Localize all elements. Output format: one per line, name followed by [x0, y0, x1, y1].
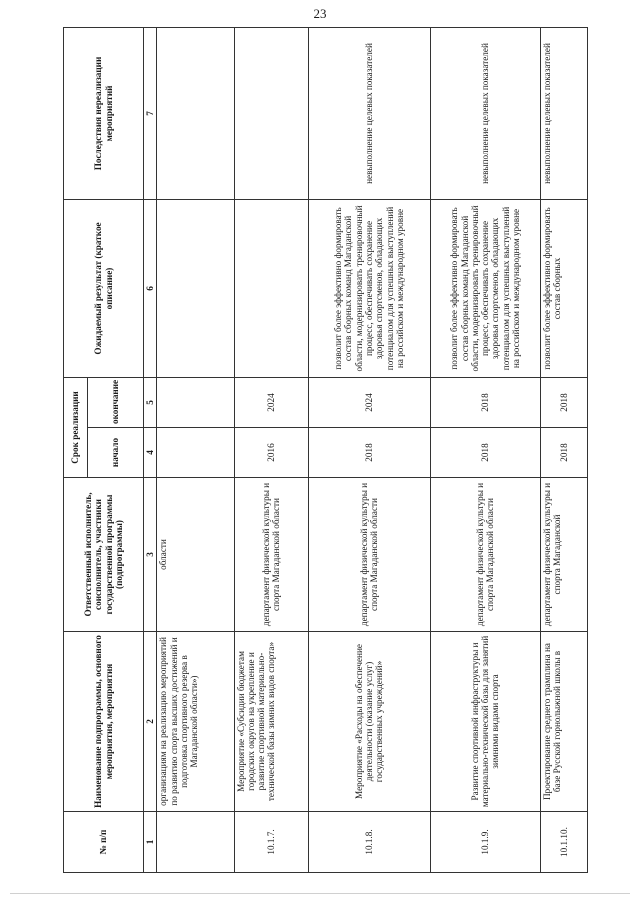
row-num: 10.1.8. — [308, 812, 430, 873]
header-num: № п/п — [64, 812, 144, 873]
row-num — [157, 812, 234, 873]
header-row — [64, 28, 88, 873]
header-end: окончание — [88, 378, 144, 428]
row-consequence: невыполнение целевых показателей — [430, 28, 540, 200]
row-executor: области — [157, 478, 234, 632]
row-name: организациям на реализацию мероприятий по развитию спорта высших достижений и подготовка спортивного резерва в Магаданской области») — [157, 632, 234, 812]
col-number: 5 — [144, 378, 157, 428]
row-consequence — [234, 28, 308, 200]
row-name: Мероприятие «Расходы на обеспечение деятельности (оказание услуг) государственных учреждений» — [308, 632, 430, 812]
row-start — [157, 428, 234, 478]
page-number: 23 — [313, 6, 327, 21]
col-number: 4 — [144, 428, 157, 478]
row-num: 10.1.9. — [430, 812, 540, 873]
scan-bottom-edge — [10, 893, 630, 894]
header-period: Срок реализации — [64, 378, 88, 478]
row-executor: департамент физической культуры и спорта Магаданской области — [308, 478, 430, 632]
table-row — [234, 28, 308, 873]
row-result: позволит более эффективно формировать состав сборных команд Магаданской области, модернизировать тренировочный процесс, обеспечивать сохранение здоровья спортсменов, обладающих потенциалом для успешных выступлений на российском и международном уровне — [308, 200, 430, 378]
row-executor: департамент физической культуры и спорта Магаданской области — [234, 478, 308, 632]
row-start: 2016 — [234, 428, 308, 478]
row-consequence: невыполнение целевых показателей — [308, 28, 430, 200]
row-name: Проектирование среднего трамплина на базе Русской горнолыжной школы в — [540, 632, 587, 812]
col-number: 7 — [144, 28, 157, 200]
row-num: 10.1.7. — [234, 812, 308, 873]
rotated-table-wrapper — [63, 28, 588, 873]
col-number: 3 — [144, 478, 157, 632]
table-row — [157, 28, 234, 873]
row-num: 10.1.10. — [540, 812, 587, 873]
header-consequence: Последствия нереализации мероприятий — [64, 28, 144, 200]
row-start: 2018 — [308, 428, 430, 478]
table-row — [540, 28, 587, 873]
header-result: Ожидаемый результат (краткое описание) — [64, 200, 144, 378]
table-row — [430, 28, 540, 873]
row-start: 2018 — [430, 428, 540, 478]
row-end: 2018 — [540, 378, 587, 428]
row-start: 2018 — [540, 428, 587, 478]
table-row — [308, 28, 430, 873]
row-result: позволит более эффективно формировать состав сборных — [540, 200, 587, 378]
header-name: Наименование подпрограммы, основного мероприятия, мероприятия — [64, 632, 144, 812]
col-number: 1 — [144, 812, 157, 873]
row-name: Мероприятие «Субсидии бюджетам городских округов на укрепление и развитие спортивной материально-технической базы зимних видов спорта» — [234, 632, 308, 812]
row-result — [157, 200, 234, 378]
program-activities-table — [63, 27, 588, 873]
row-result — [234, 200, 308, 378]
header-start: начало — [88, 428, 144, 478]
row-end: 2024 — [234, 378, 308, 428]
header-executor: Ответственный исполнитель, соисполнитель, участники государственной программы (подпрограммы) — [64, 478, 144, 632]
row-end: 2018 — [430, 378, 540, 428]
row-executor: департамент физической культуры и спорта Магаданской — [540, 478, 587, 632]
row-result: позволит более эффективно формировать состав сборных команд Магаданской области, модернизировать тренировочный процесс, обеспечивать сохранение здоровья спортсменов, обладающих потенциалом для успешных выступлений на российском и международном уровне — [430, 200, 540, 378]
row-consequence: невыполнение целевых показателей — [540, 28, 587, 200]
row-consequence — [157, 28, 234, 200]
row-name: Развитие спортивной инфраструктуры и материально-технической базы для занятий зимними видами спорта — [430, 632, 540, 812]
numbering-row — [144, 28, 157, 873]
col-number: 6 — [144, 200, 157, 378]
col-number: 2 — [144, 632, 157, 812]
row-end: 2024 — [308, 378, 430, 428]
row-executor: департамент физической культуры и спорта Магаданской области — [430, 478, 540, 632]
row-end — [157, 378, 234, 428]
